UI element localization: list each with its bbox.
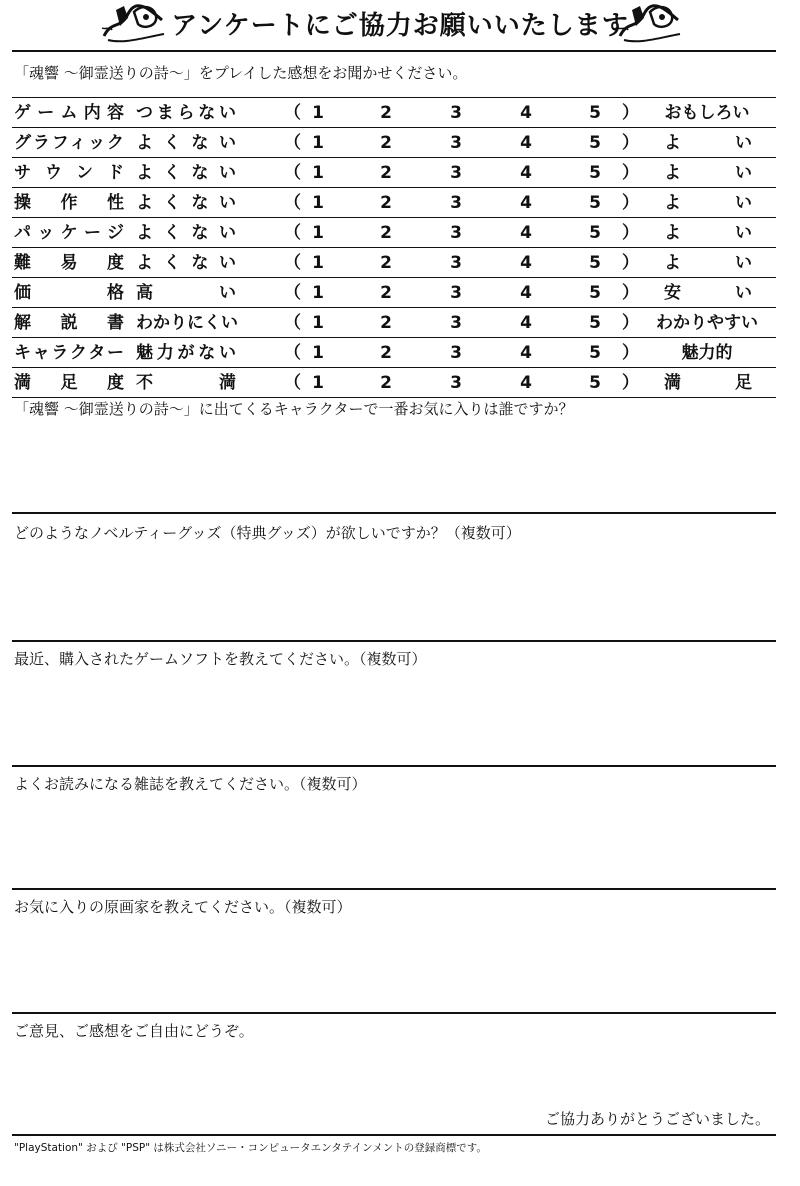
scale-option-1[interactable]: 1	[312, 283, 324, 303]
scale-option-2[interactable]: 2	[380, 313, 392, 333]
rating-row	[12, 307, 776, 337]
rating-high-label: 満足	[664, 373, 752, 393]
scale-option-4[interactable]: 4	[520, 313, 532, 333]
scale-option-2[interactable]: 2	[380, 103, 392, 123]
scale-option-5[interactable]: 5	[589, 313, 601, 333]
closing-thanks: ご協力ありがとうございました。	[544, 1110, 770, 1128]
scale-option-3[interactable]: 3	[450, 103, 462, 123]
scale-option-2[interactable]: 2	[380, 193, 392, 213]
header-divider	[12, 50, 776, 52]
rating-row	[12, 367, 776, 398]
scale-option-3[interactable]: 3	[450, 373, 462, 393]
scale-option-2[interactable]: 2	[380, 343, 392, 363]
scale-option-4[interactable]: 4	[520, 103, 532, 123]
scale-option-3[interactable]: 3	[450, 253, 462, 273]
rating-high-label: よい	[664, 253, 752, 273]
rating-category: 価格	[14, 283, 124, 303]
scale-paren-open: （	[284, 193, 301, 213]
scale-option-4[interactable]: 4	[520, 253, 532, 273]
scale-paren-open: （	[284, 313, 301, 333]
rating-row	[12, 127, 776, 157]
rating-low-label: 魅力がない	[136, 343, 236, 363]
rating-high-label: よい	[664, 223, 752, 243]
rating-low-label: よくない	[136, 163, 236, 183]
scale-paren-close: ）	[622, 343, 639, 363]
header	[0, 0, 800, 50]
rating-category: 満足度	[14, 373, 124, 393]
scale-option-4[interactable]: 4	[520, 193, 532, 213]
scale-option-5[interactable]: 5	[589, 133, 601, 153]
rating-row	[12, 187, 776, 217]
scale-paren-close: ）	[622, 223, 639, 243]
tamayura-logo-right	[614, 0, 686, 46]
scale-option-1[interactable]: 1	[312, 193, 324, 213]
scale-paren-open: （	[284, 223, 301, 243]
scale-paren-close: ）	[622, 313, 639, 333]
rating-high-label: よい	[664, 193, 752, 213]
rating-low-label: よくない	[136, 193, 236, 213]
rating-row	[12, 247, 776, 277]
scale-paren-close: ）	[622, 193, 639, 213]
scale-option-4[interactable]: 4	[520, 373, 532, 393]
scale-paren-close: ）	[622, 163, 639, 183]
rating-category: キャラクター	[14, 343, 124, 363]
rating-category: パッケージ	[14, 223, 124, 243]
rating-category: 解説書	[14, 313, 124, 333]
rating-category: 難易度	[14, 253, 124, 273]
scale-option-5[interactable]: 5	[589, 163, 601, 183]
scale-option-3[interactable]: 3	[450, 133, 462, 153]
scale-option-2[interactable]: 2	[380, 253, 392, 273]
scale-option-2[interactable]: 2	[380, 223, 392, 243]
rating-low-label: 不満	[136, 373, 236, 393]
scale-option-3[interactable]: 3	[450, 193, 462, 213]
scale-paren-open: （	[284, 103, 301, 123]
answer-line-magazines[interactable]	[12, 888, 776, 890]
scale-option-4[interactable]: 4	[520, 223, 532, 243]
scale-option-1[interactable]: 1	[312, 223, 324, 243]
scale-option-4[interactable]: 4	[520, 283, 532, 303]
rating-row	[12, 337, 776, 367]
scale-paren-open: （	[284, 163, 301, 183]
rating-high-label: 安い	[664, 283, 752, 303]
rating-low-label: よくない	[136, 133, 236, 153]
scale-option-2[interactable]: 2	[380, 163, 392, 183]
question-artists: お気に入りの原画家を教えてください。（複数可）	[14, 898, 352, 916]
scale-option-5[interactable]: 5	[589, 193, 601, 213]
scale-option-1[interactable]: 1	[312, 373, 324, 393]
rating-high-label: よい	[664, 133, 752, 153]
scale-option-2[interactable]: 2	[380, 133, 392, 153]
scale-option-4[interactable]: 4	[520, 133, 532, 153]
scale-paren-open: （	[284, 253, 301, 273]
scale-paren-open: （	[284, 343, 301, 363]
scale-option-1[interactable]: 1	[312, 313, 324, 333]
trademark-footnote: "PlayStation" および "PSP" は株式会社ソニー・コンピュータエンタテインメントの登録商標です。	[14, 1142, 487, 1154]
scale-option-3[interactable]: 3	[450, 223, 462, 243]
rating-high-label: わかりやすい	[656, 313, 758, 333]
scale-option-1[interactable]: 1	[312, 343, 324, 363]
rating-category: ゲーム内容	[14, 103, 124, 123]
answer-line-favorite-character[interactable]	[12, 512, 776, 514]
rating-category: サウンド	[14, 163, 124, 183]
answer-line-novelty-goods[interactable]	[12, 640, 776, 642]
tamayura-logo-left	[98, 0, 170, 46]
rating-low-label: よくない	[136, 223, 236, 243]
scale-paren-close: ）	[622, 283, 639, 303]
scale-paren-close: ）	[622, 373, 639, 393]
rating-high-label: よい	[664, 163, 752, 183]
scale-option-5[interactable]: 5	[589, 223, 601, 243]
question-favorite-character: 「魂響 ～御霊送りの詩～」に出てくるキャラクターで一番お気に入りは誰ですか？	[14, 400, 574, 418]
rating-high-label: おもしろい	[664, 103, 750, 123]
answer-line-recent-games[interactable]	[12, 765, 776, 767]
scale-paren-close: ）	[622, 103, 639, 123]
answer-line-artists[interactable]	[12, 1012, 776, 1014]
rating-table	[12, 97, 776, 398]
scale-option-1[interactable]: 1	[312, 103, 324, 123]
rating-low-label: 高い	[136, 283, 236, 303]
question-novelty-goods: どのようなノベルティーグッズ（特典グッズ）が欲しいですか？（複数可）	[14, 524, 521, 542]
scale-option-5[interactable]: 5	[589, 373, 601, 393]
scale-option-3[interactable]: 3	[450, 313, 462, 333]
rating-category: 操作性	[14, 193, 124, 213]
scale-option-5[interactable]: 5	[589, 343, 601, 363]
rating-category: グラフィック	[14, 133, 124, 153]
scale-paren-close: ）	[622, 133, 639, 153]
scale-option-3[interactable]: 3	[450, 163, 462, 183]
scale-option-1[interactable]: 1	[312, 133, 324, 153]
survey-title: アンケートにご協力お願いいたします	[171, 11, 629, 41]
scale-option-3[interactable]: 3	[450, 283, 462, 303]
rating-row	[12, 217, 776, 247]
scale-option-4[interactable]: 4	[520, 343, 532, 363]
scale-paren-open: （	[284, 133, 301, 153]
question-comments: ご意見、ご感想をご自由にどうぞ。	[14, 1022, 254, 1040]
question-magazines: よくお読みになる雑誌を教えてください。（複数可）	[14, 775, 367, 793]
scale-paren-open: （	[284, 373, 301, 393]
scale-option-5[interactable]: 5	[589, 283, 601, 303]
scale-option-1[interactable]: 1	[312, 163, 324, 183]
rating-low-label: よくない	[136, 253, 236, 273]
scale-option-4[interactable]: 4	[520, 163, 532, 183]
scale-option-3[interactable]: 3	[450, 343, 462, 363]
scale-paren-close: ）	[622, 253, 639, 273]
scale-option-5[interactable]: 5	[589, 103, 601, 123]
rating-row	[12, 277, 776, 307]
answer-line-comments[interactable]	[12, 1134, 776, 1136]
question-recent-games: 最近、購入されたゲームソフトを教えてください。（複数可）	[14, 650, 427, 668]
rating-row	[12, 157, 776, 187]
rating-high-label: 魅力的	[681, 343, 733, 363]
scale-option-2[interactable]: 2	[380, 283, 392, 303]
rating-low-label: つまらない	[136, 103, 236, 123]
scale-option-2[interactable]: 2	[380, 373, 392, 393]
rating-low-label: わかりにくい	[136, 313, 238, 333]
scale-paren-open: （	[284, 283, 301, 303]
scale-option-1[interactable]: 1	[312, 253, 324, 273]
scale-option-5[interactable]: 5	[589, 253, 601, 273]
question-impression: 「魂響 ～御霊送りの詩～」をプレイした感想をお聞かせください。	[14, 64, 468, 82]
rating-row	[12, 97, 776, 127]
